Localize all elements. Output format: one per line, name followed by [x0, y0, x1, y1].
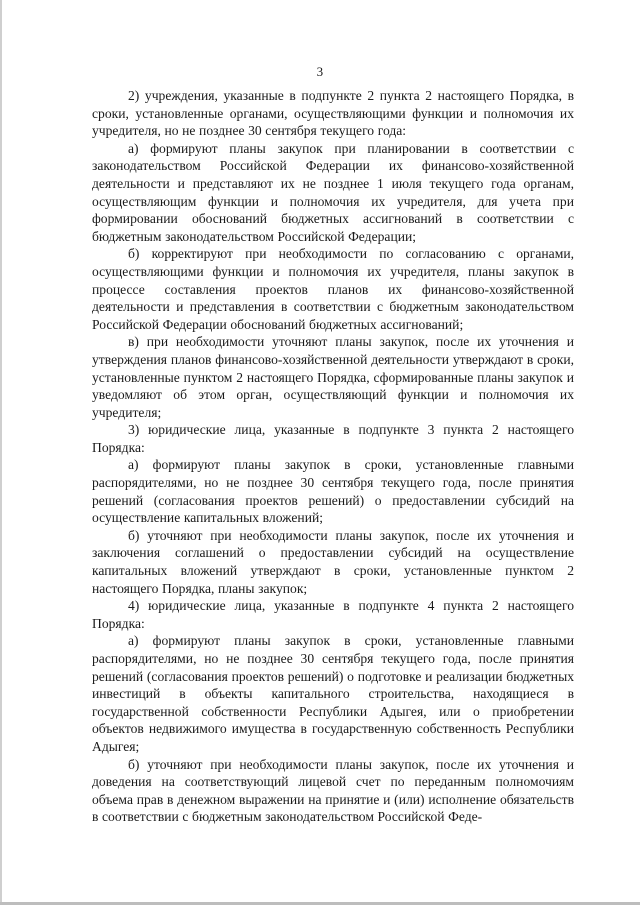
- paragraph-item-4b: б) уточняют при необходимости планы закупок, после их уточнения и доведения на соответствующий лицевой счет по переданным полномочиям объема прав в денежном выражении на принятие и (или) исполнение обязательств в соответствии с бюджетным законодательством Российской Феде-: [92, 756, 574, 825]
- paragraph-item-2: 2) учреждения, указанные в подпункте 2 пункта 2 настоящего Порядка, в сроки, установленные органами, осуществляющими функции и полномочия их учредителя, но не позднее 30 сентября текущего года:: [92, 88, 574, 139]
- page-number: 3: [316, 64, 324, 79]
- paragraph-item-4a: а) формируют планы закупок в сроки, установленные главными распорядителями, но не позднее 30 сентября текущего года, после принятия решений (согласования проектов решений) о подготовке и реализации бюджетных инвестиций в объекты капитального строительства, находящиеся в государственной собственности Республики Адыгея, или о приобретении объектов недвижимого имущества в государственную собственность Республики Адыгея;: [92, 633, 574, 754]
- paragraph-item-3b: б) уточняют при необходимости планы закупок, после их уточнения и заключения соглашений о предоставлении субсидий на осуществление капитальных вложений утверждают в сроки, установленные пунктом 2 настоящего Порядка, планы закупок;: [92, 527, 574, 596]
- paragraph-item-2v: в) при необходимости уточняют планы закупок, после их уточнения и утверждения планов финансово-хозяйственной деятельности утверждают в сроки, установленные пунктом 2 настоящего Порядка, сформированные планы закупок и уведомляют об этом орган, осуществляющий функции и полномочия их учредителя;: [92, 334, 574, 420]
- paragraph-item-2b: б) корректируют при необходимости по согласованию с органами, осуществляющими функции и полномочия их учредителя, планы закупок в процессе составления проектов планов их финансово-хозяйственной деятельности и представления в соответствии с бюджетным законодательством Российской Федерации обоснований бюджетных ассигнований;: [92, 246, 574, 332]
- scan-edge-left: [0, 0, 2, 905]
- paragraph-item-3a: а) формируют планы закупок в сроки, установленные главными распорядителями, но не позднее 30 сентября текущего года, после принятия решений (согласования проектов решений) о предоставлении субсидий на осуществление капитальных вложений;: [92, 457, 574, 526]
- paragraph-item-3: 3) юридические лица, указанные в подпункте 3 пункта 2 настоящего Порядка:: [92, 422, 574, 455]
- document-body: [92, 87, 574, 826]
- paragraph-item-4: 4) юридические лица, указанные в подпункте 4 пункта 2 настоящего Порядка:: [92, 598, 574, 631]
- paragraph-item-2a: а) формируют планы закупок при планировании в соответствии с законодательством Российской Федерации их финансово-хозяйственной деятельности и представляют их не позднее 1 июля текущего года органам, осуществляющим функции и полномочия их учредителя, для учета при формировании обоснований бюджетных ассигнований в соответствии с бюджетным законодательством Российской Федерации;: [92, 140, 574, 244]
